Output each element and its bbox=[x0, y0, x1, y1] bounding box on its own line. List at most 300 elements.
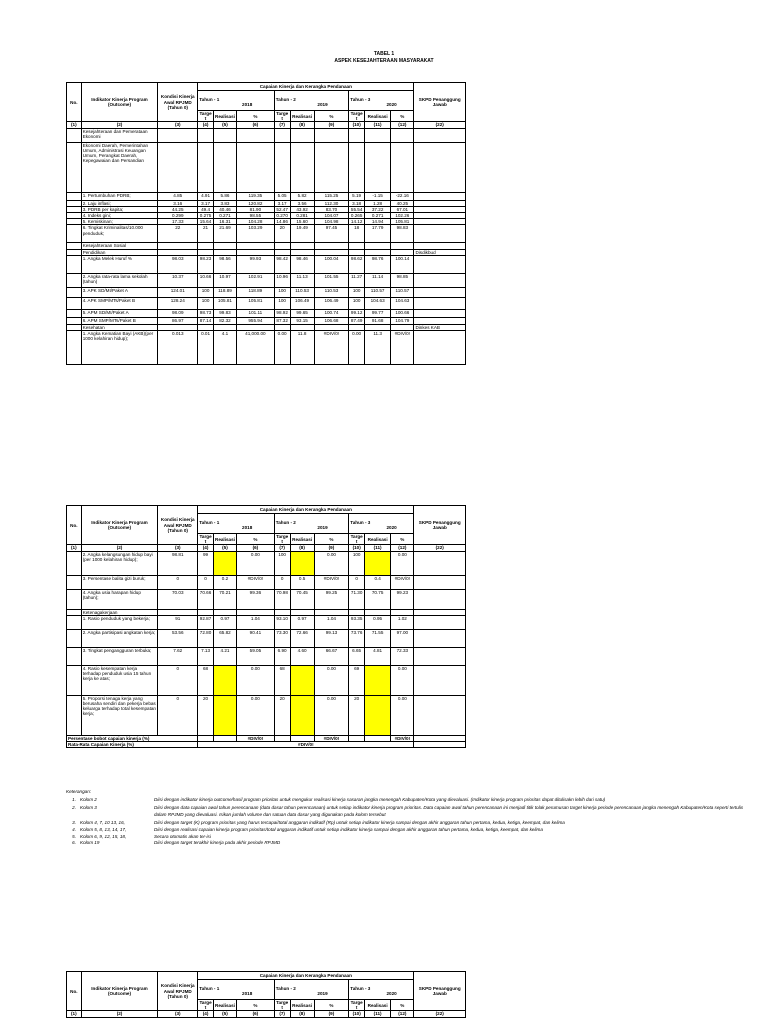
cell-value: 43.92 bbox=[290, 206, 314, 212]
cell-indicator: 3. APK SD/MI/Paket A bbox=[81, 287, 158, 297]
table-row bbox=[67, 287, 466, 297]
cell-value: 104.07 bbox=[314, 213, 349, 219]
cell-indicator: 4. APK SMP/MTs/Paket B bbox=[81, 297, 158, 309]
cell-value: 6.65 bbox=[349, 647, 365, 665]
cell-value: 0.275 bbox=[198, 213, 214, 219]
cell-value: #DIV/0! bbox=[314, 331, 349, 365]
header-year-2 bbox=[274, 514, 349, 534]
cell-value: #DIV/0! bbox=[237, 575, 275, 589]
cell-indicator: Kesehatan bbox=[81, 324, 158, 330]
header-year-value: 2018 bbox=[242, 991, 253, 997]
cell-value: 0.270 bbox=[274, 213, 290, 219]
note-item bbox=[66, 840, 746, 847]
cell-value: 99.25 bbox=[314, 589, 349, 609]
cell-value: 70.98 bbox=[274, 589, 290, 609]
header-realisasi: Realisasi bbox=[290, 534, 314, 545]
cell-value: 3.17 bbox=[198, 200, 214, 206]
cell-value: 44.25 bbox=[158, 206, 198, 212]
header-col-number: (8) bbox=[290, 1011, 314, 1017]
header-col-number: (4) bbox=[198, 1011, 214, 1017]
table-row bbox=[67, 273, 466, 287]
cell-value: 0.5 bbox=[290, 575, 314, 589]
note-number: 4. bbox=[72, 826, 76, 832]
note-text: Diisi dengan target (K) program prioritas yang harus tercapai/total anggaran indikatif (Rp) untuk setiap indikator kinerja sampai dengan akhir anggaran tahun pertama, kedua, ketiga, keempat, dan kelima bbox=[154, 820, 565, 826]
cell-value: 4.81 bbox=[365, 647, 391, 665]
cell-value: 104.28 bbox=[237, 219, 275, 225]
cell-value: 3.83 bbox=[213, 200, 236, 206]
cell-value: 99.83 bbox=[213, 309, 236, 317]
cell-value: 0 bbox=[198, 575, 214, 589]
cell-value: 104.98 bbox=[314, 219, 349, 225]
cell-value: 69 bbox=[349, 665, 365, 695]
header-col-number: (2) bbox=[81, 122, 158, 128]
cell-indicator: 2. Angka partisipasi angkatan kerja; bbox=[81, 629, 158, 647]
cell-indicator: 6. Tingkat Kriminalitas/10.000 penduduk; bbox=[81, 225, 158, 243]
cell-value: 3.56 bbox=[290, 200, 314, 206]
cell-value bbox=[158, 128, 198, 142]
table-row bbox=[67, 128, 466, 142]
cell-value: 110.57 bbox=[391, 287, 414, 297]
cell-value bbox=[290, 142, 314, 192]
summary-value: #DIV/0! bbox=[237, 735, 275, 741]
cell-value: 5.19 bbox=[349, 192, 365, 200]
header-col-number: (6) bbox=[237, 1011, 275, 1017]
header-year-value: 2020 bbox=[386, 525, 397, 531]
cell-value: 0.00 bbox=[314, 665, 349, 695]
header-col-number: (12) bbox=[391, 1011, 414, 1017]
cell-skpd bbox=[414, 128, 466, 142]
header-col-number: (3) bbox=[158, 545, 198, 551]
cell-value: -1.15 bbox=[365, 192, 391, 200]
cell-no bbox=[67, 575, 82, 589]
cell-value: 93.10 bbox=[274, 615, 290, 629]
cell-value bbox=[365, 128, 391, 142]
cell-value: 73.76 bbox=[349, 629, 365, 647]
header-col-number: (3) bbox=[158, 122, 198, 128]
table-row bbox=[67, 575, 466, 589]
header-col-number: (9) bbox=[314, 545, 349, 551]
cell-value: 4.1 bbox=[213, 331, 236, 365]
table-3 bbox=[66, 971, 466, 1018]
cell-value bbox=[290, 128, 314, 142]
cell-value: 7.13 bbox=[198, 647, 214, 665]
cell-value: 0 bbox=[158, 695, 198, 735]
cell-value bbox=[274, 128, 290, 142]
cell-value: 0 bbox=[158, 665, 198, 695]
cell-skpd bbox=[414, 551, 466, 575]
cell-value: 0.4 bbox=[365, 575, 391, 589]
cell-value: 104.63 bbox=[365, 297, 391, 309]
header-year-label: Tahun - 3 bbox=[350, 519, 371, 525]
summary-average: #DIV/0! bbox=[198, 742, 414, 748]
cell-value bbox=[213, 551, 236, 575]
header-target: Target bbox=[350, 111, 363, 122]
header-initial-condition: Kondisi Kinerja Awal RPJMD (Tahun 0) bbox=[158, 506, 198, 545]
header-initial-condition: Kondisi Kinerja Awal RPJMD (Tahun 0) bbox=[158, 972, 198, 1011]
cell-value: 10.37 bbox=[158, 273, 198, 287]
header-year-1 bbox=[198, 980, 275, 1000]
cell-indicator: 1. Angka Kematian Bayi (AKB)(per 1000 kelahiran hidup); bbox=[81, 331, 158, 365]
note-number: 1. bbox=[72, 796, 76, 802]
note-number: 2. bbox=[72, 805, 76, 811]
table-row bbox=[67, 551, 466, 575]
cell-value: 20 bbox=[349, 695, 365, 735]
cell-value: 40.25 bbox=[391, 200, 414, 206]
table-2 bbox=[66, 505, 466, 748]
cell-value: 110.53 bbox=[314, 287, 349, 297]
table-row bbox=[67, 192, 466, 200]
cell-value: 1.28 bbox=[365, 200, 391, 206]
cell-value: 99.23 bbox=[391, 589, 414, 609]
table-row bbox=[67, 615, 466, 629]
header-year-label: Tahun - 2 bbox=[275, 985, 296, 991]
cell-value: 98.73 bbox=[198, 309, 214, 317]
cell-value bbox=[213, 695, 236, 735]
note-label bbox=[66, 820, 154, 827]
cell-indicator: 2. Angka rata-rata lama sekolah (tahun) bbox=[81, 273, 158, 287]
cell-indicator: 5. Kemiskinan; bbox=[81, 219, 158, 225]
note-column: Kolom 4, 7, 10 13, 16, bbox=[80, 820, 125, 826]
cell-value: 90.41 bbox=[237, 629, 275, 647]
header-no: No. bbox=[67, 972, 82, 1011]
cell-skpd bbox=[414, 331, 466, 365]
cell-value: 7.62 bbox=[158, 647, 198, 665]
header-percent: % bbox=[391, 111, 414, 122]
header-year-1 bbox=[198, 91, 275, 111]
note-label bbox=[66, 840, 154, 847]
cell-value bbox=[290, 665, 314, 695]
cell-value: 16.31 bbox=[213, 219, 236, 225]
table-row bbox=[67, 142, 466, 192]
header-col-number: (6) bbox=[237, 545, 275, 551]
header-col-number: (5) bbox=[213, 545, 236, 551]
cell-value: 118.89 bbox=[213, 287, 236, 297]
cell-value: 71.55 bbox=[365, 629, 391, 647]
cell-value: 11.13 bbox=[290, 273, 314, 287]
note-column: Kolom 19 bbox=[80, 840, 100, 846]
cell-no bbox=[67, 551, 82, 575]
cell-value: 98.55 bbox=[237, 213, 275, 219]
cell-value: 70.03 bbox=[158, 589, 198, 609]
cell-value: 98.76 bbox=[365, 255, 391, 273]
header-col-number: (4) bbox=[198, 545, 214, 551]
cell-value: 87.32 bbox=[274, 317, 290, 324]
cell-indicator: 4. Rasio kesempatan kerja terhadap penduduk usia 15 tahun kerja ke atas; bbox=[81, 665, 158, 695]
header-col-number: (1) bbox=[67, 545, 82, 551]
cell-value: 98.23 bbox=[198, 255, 214, 273]
cell-no bbox=[67, 615, 82, 629]
cell-value bbox=[365, 551, 391, 575]
header-col-number: (5) bbox=[213, 122, 236, 128]
cell-no bbox=[67, 287, 82, 297]
cell-no bbox=[67, 629, 82, 647]
cell-value: 0.00 bbox=[391, 551, 414, 575]
cell-value: 4.60 bbox=[290, 647, 314, 665]
note-text: Secara otomatis akan ter-isi bbox=[154, 833, 211, 839]
header-year-3 bbox=[349, 91, 414, 111]
cell-no bbox=[67, 255, 82, 273]
header-realisasi: Realisasi bbox=[290, 111, 314, 122]
cell-value: 14.86 bbox=[274, 219, 290, 225]
cell-value: 128.24 bbox=[158, 297, 198, 309]
cell-no bbox=[67, 309, 82, 317]
header-target: Target bbox=[276, 534, 289, 545]
cell-value: 0.00 bbox=[237, 695, 275, 735]
cell-value: 73.30 bbox=[274, 629, 290, 647]
note-label bbox=[66, 834, 154, 841]
cell-skpd bbox=[414, 309, 466, 317]
header-year-3 bbox=[349, 980, 414, 1000]
cell-value bbox=[213, 128, 236, 142]
cell-skpd bbox=[414, 575, 466, 589]
cell-value: 0.2 bbox=[213, 575, 236, 589]
cell-value: 124.01 bbox=[158, 287, 198, 297]
cell-value: 3.16 bbox=[158, 200, 198, 206]
cell-value: 100.66 bbox=[391, 309, 414, 317]
header-year-label: Tahun - 1 bbox=[199, 519, 220, 525]
table-row bbox=[67, 665, 466, 695]
cell-value: 66.67 bbox=[314, 647, 349, 665]
header-year-value: 2020 bbox=[386, 102, 397, 108]
cell-value: 91 bbox=[158, 615, 198, 629]
cell-value: 100.74 bbox=[314, 309, 349, 317]
cell-indicator: 5. Proporsi tenaga kerja yang berusaha sendiri dan pekerja bebas keluarga terhadap total kesempatan kerja; bbox=[81, 695, 158, 735]
header-realisasi: Realisasi bbox=[213, 534, 236, 545]
cell-value: 6.90 bbox=[274, 647, 290, 665]
table-row bbox=[67, 255, 466, 273]
cell-indicator: Kesejahteraan Sosial bbox=[81, 243, 158, 249]
cell-value: 106.49 bbox=[314, 297, 349, 309]
summary-value: #DIV/0! bbox=[391, 735, 414, 741]
cell-value: 0.00 bbox=[314, 551, 349, 575]
header-col-number: (22) bbox=[414, 122, 466, 128]
header-capaian: Capaian Kinerja dan Kerangka Pendanaan bbox=[198, 83, 414, 91]
cell-indicator: 5. APM SD/MI/Paket A bbox=[81, 309, 158, 317]
header-capaian: Capaian Kinerja dan Kerangka Pendanaan bbox=[198, 972, 414, 980]
cell-value: 10.97 bbox=[213, 273, 236, 287]
summary-row bbox=[67, 742, 466, 748]
header-col-number: (2) bbox=[81, 545, 158, 551]
cell-value: #DIV/0! bbox=[314, 575, 349, 589]
table-row bbox=[67, 297, 466, 309]
cell-value: 0 bbox=[158, 575, 198, 589]
cell-value: 91.68 bbox=[365, 317, 391, 324]
header-col-number: (4) bbox=[198, 122, 214, 128]
note-item bbox=[66, 805, 746, 818]
cell-value: 100.04 bbox=[314, 255, 349, 273]
cell-skpd bbox=[414, 629, 466, 647]
header-year-value: 2020 bbox=[386, 991, 397, 997]
cell-value bbox=[391, 142, 414, 192]
cell-indicator: Pendidikan bbox=[81, 249, 158, 255]
cell-value: 20 bbox=[274, 695, 290, 735]
cell-value: 98.83 bbox=[391, 225, 414, 243]
cell-value: 112.30 bbox=[314, 200, 349, 206]
cell-no bbox=[67, 647, 82, 665]
cell-indicator: 2. Laju inflasi; bbox=[81, 200, 158, 206]
note-text: Diisi dengan data capaian awal tahun perencanaan (data dasar tahun perencanaan) untuk setiap indikator kinerja program prioritas. Data capaian awal tahun perencanaan ini menjadi titik tolak perumusan target kinerja periode perencanaan jangka menengah Kabupaten/Kota seperti tertulis dalam RPJMD yang dievaluasi. Isikan jumlah volume dan satuan data dasar yang digunakan pada kolom tersebut bbox=[154, 805, 744, 817]
cell-value: 98.85 bbox=[391, 273, 414, 287]
cell-value: 11.3 bbox=[365, 331, 391, 365]
cell-skpd: Disdikbud bbox=[414, 249, 466, 255]
cell-value: 14.12 bbox=[349, 219, 365, 225]
header-percent: % bbox=[237, 534, 275, 545]
cell-value: 104.63 bbox=[391, 297, 414, 309]
cell-value: 103.29 bbox=[237, 225, 275, 243]
cell-value: 10.96 bbox=[274, 273, 290, 287]
cell-value: 68 bbox=[198, 665, 214, 695]
cell-value: 14.94 bbox=[365, 219, 391, 225]
note-number: 3. bbox=[72, 820, 76, 826]
cell-value: 100.14 bbox=[391, 255, 414, 273]
cell-value: 100 bbox=[349, 551, 365, 575]
header-realisasi: Realisasi bbox=[213, 111, 236, 122]
cell-value: 17.79 bbox=[365, 225, 391, 243]
cell-value: 100 bbox=[349, 287, 365, 297]
header-year-label: Tahun - 1 bbox=[199, 985, 220, 991]
note-column: Kolom 3 bbox=[80, 805, 97, 811]
cell-skpd bbox=[414, 273, 466, 287]
cell-indicator: 3. Persentase balita gizi buruk; bbox=[81, 575, 158, 589]
cell-indicator: 3. Tingkat pengangguran terbuka; bbox=[81, 647, 158, 665]
notes-title: Keterangan: bbox=[66, 789, 92, 794]
header-target: Target bbox=[276, 111, 289, 122]
cell-value: 41,000.00 bbox=[237, 331, 275, 365]
cell-value bbox=[365, 142, 391, 192]
cell-value: 70.75 bbox=[365, 589, 391, 609]
header-col-number: (8) bbox=[290, 122, 314, 128]
header-realisasi: Realisasi bbox=[365, 1000, 391, 1011]
header-col-number: (10) bbox=[349, 122, 365, 128]
cell-value: 99.77 bbox=[365, 309, 391, 317]
note-column: Kolom 5, 8, 13, 14, 17, bbox=[80, 826, 127, 832]
cell-indicator: Ekonomi Daerah, Pemerintahan Umum, Administrasi Keuangan Umum, Perangkat Daerah, Kepegawaian dan Persandian bbox=[81, 142, 158, 192]
header-year-value: 2019 bbox=[317, 991, 328, 997]
cell-value: 100 bbox=[274, 287, 290, 297]
cell-value: 102.91 bbox=[237, 273, 275, 287]
cell-value: 20 bbox=[274, 225, 290, 243]
header-percent: % bbox=[391, 534, 414, 545]
cell-skpd bbox=[414, 317, 466, 324]
cell-value: 11.8 bbox=[290, 331, 314, 365]
note-text: Diisi dengan realisasi capaian kinerja program prioritas/total anggaran indikatif untuk setiap indikator kinerja sampai dengan akhir anggaran tahun pertama, kedua, ketiga, keempat, dan kelima bbox=[154, 826, 543, 832]
cell-value: 0.97 bbox=[213, 615, 236, 629]
header-col-number: (22) bbox=[414, 545, 466, 551]
cell-value: 102.26 bbox=[391, 213, 414, 219]
cell-value: 93.15 bbox=[290, 317, 314, 324]
cell-value: #DIV/0! bbox=[391, 575, 414, 589]
header-col-number: (11) bbox=[365, 545, 391, 551]
cell-value bbox=[349, 142, 365, 192]
note-label bbox=[66, 797, 154, 804]
cell-value: 0.00 bbox=[274, 331, 290, 365]
cell-skpd bbox=[414, 615, 466, 629]
cell-no bbox=[67, 317, 82, 324]
table-row bbox=[67, 647, 466, 665]
cell-value: 99.65 bbox=[290, 309, 314, 317]
note-column: Kolom 6, 9, 12, 15, 18, bbox=[80, 833, 127, 839]
cell-skpd bbox=[414, 695, 466, 735]
cell-value: 99.36 bbox=[237, 589, 275, 609]
header-col-number: (2) bbox=[81, 1011, 158, 1017]
header-skpd: SKPD Penanggung Jawab bbox=[414, 506, 466, 545]
cell-value: 10.66 bbox=[198, 273, 214, 287]
cell-value: 0.299 bbox=[158, 213, 198, 219]
summary-value: #DIV/0! bbox=[314, 735, 349, 741]
cell-value: 55.54 bbox=[349, 206, 365, 212]
cell-value: 0 bbox=[274, 575, 290, 589]
header-percent: % bbox=[237, 111, 275, 122]
cell-value bbox=[365, 695, 391, 735]
table-row bbox=[67, 629, 466, 647]
cell-value: 98.81 bbox=[158, 551, 198, 575]
cell-value: 0.95 bbox=[365, 615, 391, 629]
cell-value: 98.46 bbox=[290, 255, 314, 273]
header-year-value: 2019 bbox=[317, 525, 328, 531]
header-indicator: Indikator Kinerja Program (Outcome) bbox=[81, 83, 158, 122]
note-label bbox=[66, 805, 154, 812]
cell-value: 52.47 bbox=[274, 206, 290, 212]
note-column: Kolom 2 bbox=[80, 796, 97, 802]
cell-skpd bbox=[414, 665, 466, 695]
cell-value: 0.97 bbox=[290, 615, 314, 629]
header-col-number: (9) bbox=[314, 1011, 349, 1017]
header-col-number: (6) bbox=[237, 122, 275, 128]
header-year-label: Tahun - 2 bbox=[275, 96, 296, 102]
cell-value: 105.81 bbox=[213, 297, 236, 309]
note-number: 6. bbox=[72, 840, 76, 846]
header-no: No. bbox=[67, 83, 82, 122]
header-target: Target bbox=[350, 1000, 363, 1011]
header-percent: % bbox=[314, 534, 349, 545]
header-col-number: (3) bbox=[158, 1011, 198, 1017]
cell-skpd bbox=[414, 589, 466, 609]
cell-value: 99 bbox=[198, 551, 214, 575]
header-col-number: (7) bbox=[274, 1011, 290, 1017]
header-year-label: Tahun - 3 bbox=[350, 985, 371, 991]
cell-value: 110.53 bbox=[290, 287, 314, 297]
header-col-number: (5) bbox=[213, 1011, 236, 1017]
header-col-number: (10) bbox=[349, 1011, 365, 1017]
cell-value: 86.97 bbox=[158, 317, 198, 324]
header-capaian: Capaian Kinerja dan Kerangka Pendanaan bbox=[198, 506, 414, 514]
table-row bbox=[67, 695, 466, 735]
cell-value: 98.62 bbox=[349, 255, 365, 273]
header-col-number: (1) bbox=[67, 122, 82, 128]
cell-indicator: 6. APM SMP/MTs/Paket B bbox=[81, 317, 158, 324]
cell-value: 0.281 bbox=[290, 213, 314, 219]
summary-label: Rata-Rata Capaian Kinerja (%) bbox=[67, 742, 198, 748]
cell-value: 65.82 bbox=[213, 629, 236, 647]
note-item bbox=[66, 797, 746, 804]
cell-value: 0.265 bbox=[349, 213, 365, 219]
header-year-value: 2018 bbox=[242, 102, 253, 108]
cell-value: 20 bbox=[198, 695, 214, 735]
header-year-3 bbox=[349, 514, 414, 534]
cell-value: 0.01 bbox=[198, 331, 214, 365]
cell-value: 72.80 bbox=[198, 629, 214, 647]
header-year-value: 2019 bbox=[317, 102, 328, 108]
cell-value bbox=[213, 142, 236, 192]
header-col-number: (12) bbox=[391, 545, 414, 551]
cell-value: 98.03 bbox=[158, 255, 198, 273]
table-row bbox=[67, 589, 466, 609]
cell-value bbox=[237, 128, 275, 142]
cell-indicator: 1. Rasio penduduk yang bekerja; bbox=[81, 615, 158, 629]
header-col-number: (9) bbox=[314, 122, 349, 128]
cell-no bbox=[67, 192, 82, 200]
cell-value bbox=[274, 142, 290, 192]
